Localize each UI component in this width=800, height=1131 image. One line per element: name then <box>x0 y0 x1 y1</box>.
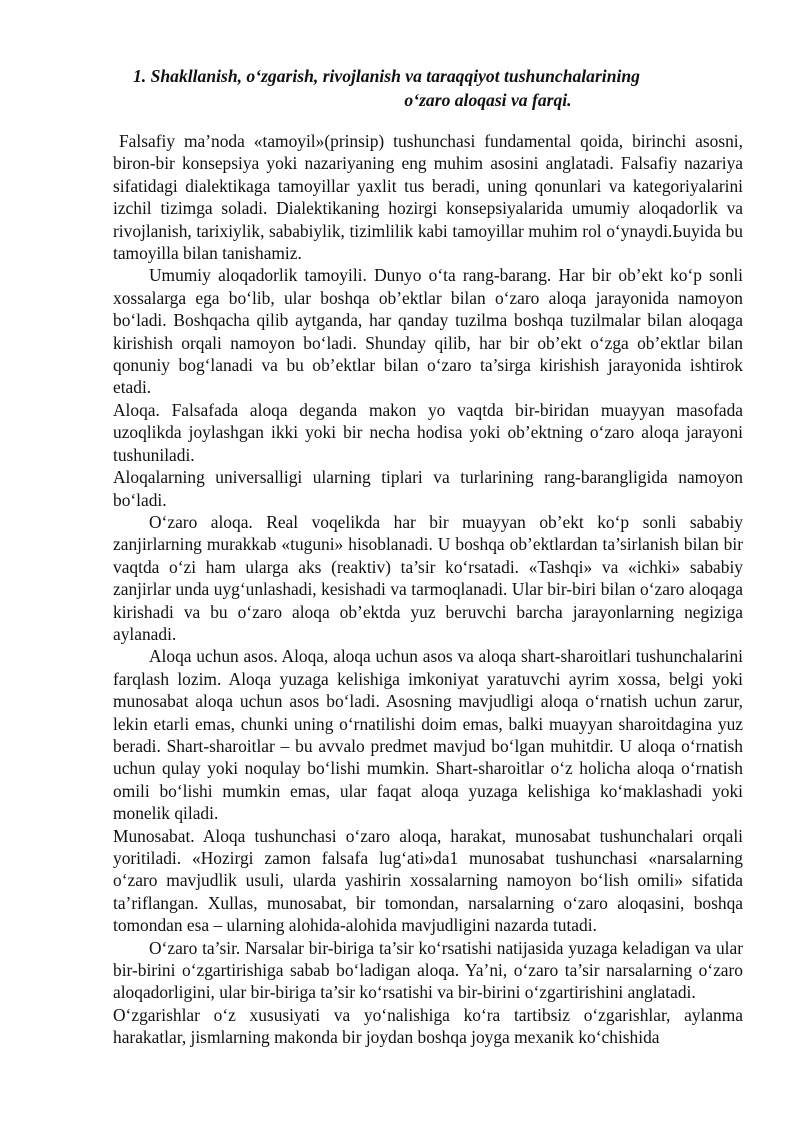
paragraph-general-connection: Umumiy aloqadorlik tamoyili. Dunyo o‘ta rang-barang. Har bir ob’ekt ko‘p sonli xossalarga ega bo‘lib, ular boshqa ob’ektlar bilan o‘zaro aloqa jarayonida namoyon bo‘ladi. Boshqacha qilib aytganda, har qanday tuzilma boshqa tuzilmalar bilan aloqaga kirishish orqali namoyon bo‘ladi. Shunday qilib, har bir ob’ekt o‘zga ob’ektlar bilan qonuniy bog‘lanadi va bu ob’ektlar bilan o‘zaro ta’sirga kirishish jarayonida ishtirok etadi. <box>113 265 743 398</box>
paragraph-relation: Munosabat. Aloqa tushunchasi o‘zaro aloqa, harakat, munosabat tushunchalari orqali yoritiladi. «Hozirgi zamon falsafa lug‘ati»da1 munosabat tushunchasi «narsalarning o‘zaro mavjudlik usuli, ularda yashirin xossalarning namoyon bo‘lish omili» sifatida ta’riflangan. Xullas, munosabat, bir tomondan, narsalarning o‘zaro aloqasini, boshqa tomondan esa – ularning alohida-alohida mavjudligini nazarda tutadi. <box>113 825 743 936</box>
document-page <box>113 64 743 1049</box>
paragraph-interaction: O‘zaro ta’sir. Narsalar bir-biriga ta’sir ko‘rsatishi natijasida yuzaga keladigan va ular bir-birini o‘zgartirishiga sabab bo‘ladigan aloqa. Ya’ni, o‘zaro ta’sir narsalarning o‘zaro aloqadorligini, ular bir-biriga ta’sir ko‘rsatishi va bir-birini o‘zgartirishini anglatadi. <box>113 937 743 1003</box>
paragraph-principle: Falsafiy ma’noda «tamoyil»(prinsip) tushunchasi fundamental qoida, birinchi asosni, biron-bir konsepsiya yoki nazariyaning eng muhim asosini anglatadi. Falsafiy nazariya sifatidagi dialektikaga tamoyillar yaxlit tus beradi, uning qonunlari va kategoriyalarini izchil tizimga soladi. Dialektikaning hozirgi konsepsiyalarida umumiy aloqadorlik va rivojlanish, tarixiylik, sababiylik, tizimlilik kabi tamoyillar muhim rol o‘ynaydi.Ьuyida bu tamoyilla bilan tanishamiz. <box>113 131 743 264</box>
paragraph-changes: O‘zgarishlar o‘z xususiyati va yo‘nalishiga ko‘ra tartibsiz o‘zgarishlar, aylanma harakatlar, jismlarning makonda bir joydan boshqa joyga mexanik ko‘chishida <box>113 1004 743 1048</box>
section-title <box>113 64 743 112</box>
paragraph-mutual-connection: O‘zaro aloqa. Real voqelikda har bir muayyan ob’ekt ko‘p sonli sababiy zanjirlarning murakkab «tuguni» hisoblanadi. U boshqa ob’ektlardan ta’sirlanish bilan bir vaqtda o‘zi ham ularga aks (reaktiv) ta’sir ko‘rsatadi. «Tashqi» va «ichki» sababiy zanjirlar unda uyg‘unlashadi, kesishadi va tarmoqlanadi. Ular bir-biri bilan o‘zaro aloqaga kirishadi va bu o‘zaro aloqa ob’ektda yuz beruvchi barcha jarayonlarning negiziga aylanadi. <box>113 511 743 644</box>
paragraph-basis-for-connection: Aloqa uchun asos. Aloqa, aloqa uchun asos va aloqa shart-sharoitlari tushunchalarini farqlash lozim. Aloqa yuzaga kelishiga imkoniyat yaratuvchi ayrim xossa, belgi yoki munosabat aloqa uchun asos bo‘ladi. Asosning mavjudligi aloqa o‘rnatish uchun zarur, lekin etarli emas, chunki uning o‘rnatilishi doim emas, balki muayyan sharoitdagina yuz beradi. Shart-sharoitlar – bu avvalo predmet mavjud bo‘lgan muhitdir. U aloqa o‘rnatish uchun qulay yoki noqulay bo‘lishi mumkin. Shart-sharoitlar o‘z holicha aloqa o‘rnatish omili bo‘lishi mumkin emas, ular faqat aloqa yuzaga kelishiga ko‘maklashadi yoki monelik qiladi. <box>113 646 743 824</box>
title-line-1: 1. Shakllanish, o‘zgarish, rivojlanish va taraqqiyot tushunchalarining <box>133 66 640 86</box>
title-line-2: o‘zaro aloqasi va farqi. <box>404 90 572 110</box>
paragraph-universality: Aloqalarning universalligi ularning tiplari va turlarining rang-barangligida namoyon bo‘ladi. <box>113 467 743 510</box>
paragraph-connection: Aloqa. Falsafada aloqa deganda makon yo vaqtda bir-biridan muayyan masofada uzoqlikda joylashgan ikki yoki bir necha hodisa yoki ob’ektning o‘zaro aloqa jarayoni tushuniladi. <box>113 399 743 465</box>
